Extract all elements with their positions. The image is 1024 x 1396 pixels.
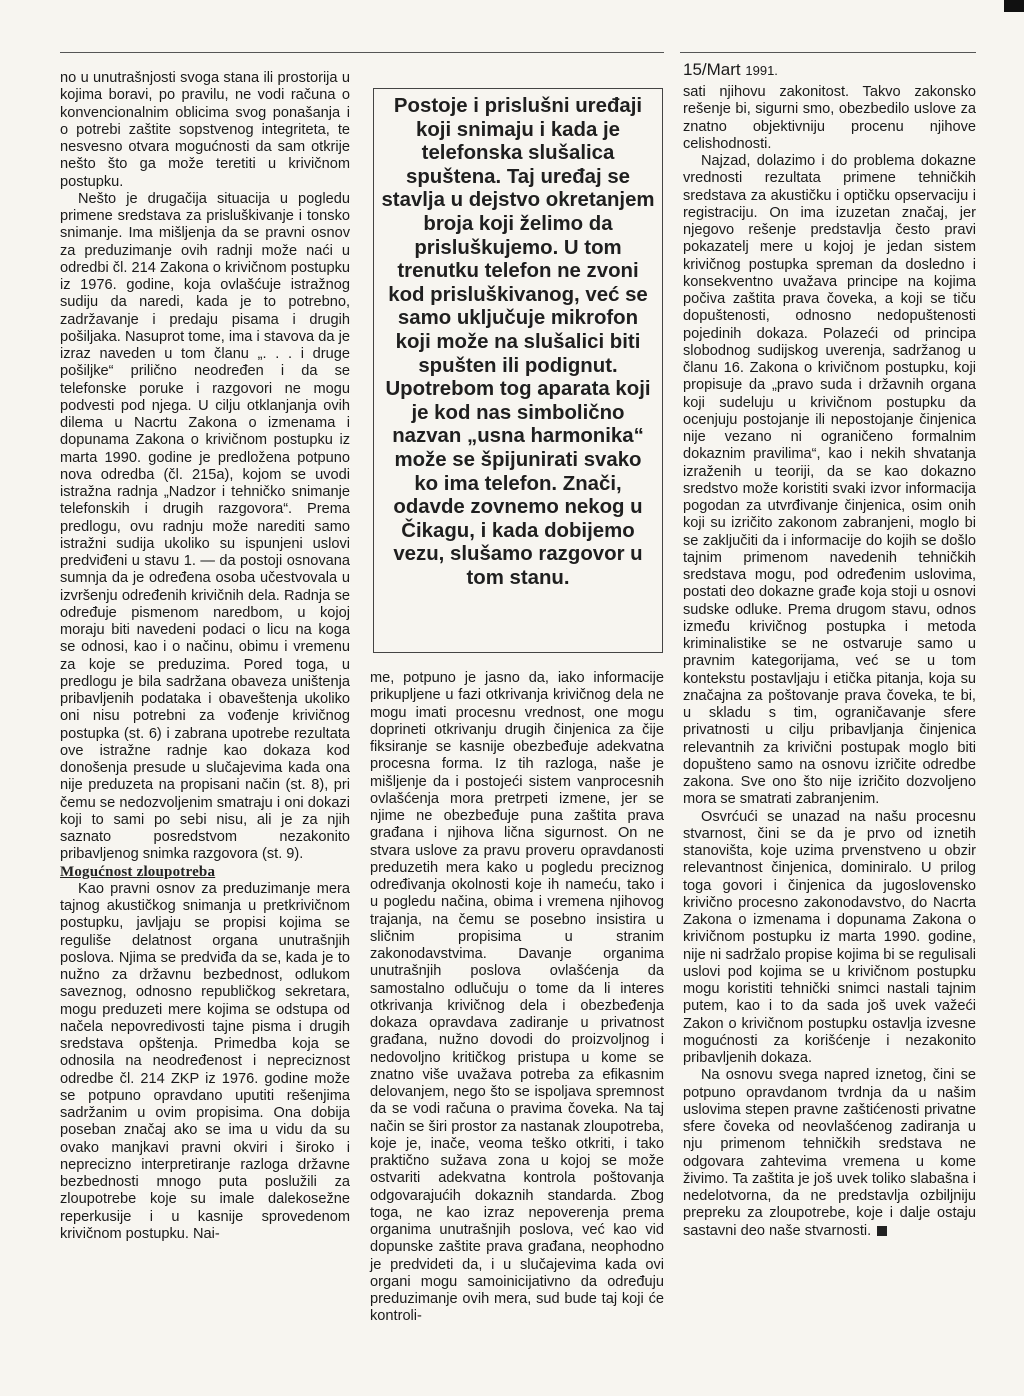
paragraph-final <box>683 1067 976 1240</box>
article-column-3 <box>683 84 976 1240</box>
paragraph: no u unutrašnjosti svoga stana ili prostorija u kojima boravi, po pravilu, ne vodi računa o konvencionalnim oblicima svog ponašanja i o potrebi zaštite sopstvenog integriteta, te nesvesno otvara mogućnosti da sam otkrije nešto što ga može teretiti u krivičnom postupku. <box>60 70 350 190</box>
paragraph: Kao pravni osnov za preduzimanje mera tajnog akustičkog snimanja u pretkrivičnom postupku, javljaju se propisi kojima se reguliše delatnost organa unutrašnjih poslova. Njima se predviđa da se, kada je to nužno za državnu bezbednost, odlukom saveznog, odnosno republičkog sekretara, mogu preduzeti mere kojima se odstupa od načela nepovredivosti tajne pisma i drugih sredstava opštenja. Primedba koja se odnosila na neodređenost i nepreciznost odredbe čl. 214 ZKP iz 1976. godine može se potpuno opravdano uputiti rešenjima sadržanim u ovim propisima. Ona dobija poseban značaj ako se ima u vidu da su ovako manjkavi pravni okviri i široko i neprecizno interpretiranje razloga državne bezbednosti mnogo puta poslužili za zloupotrebe koje su imale dalekosežne reperkusije i u kasnije sprovedenom krivičnom postupku. Nai- <box>60 880 350 1242</box>
paragraph: Osvrćući se unazad na našu procesnu stvarnost, čini se da je prvo od iznetih stanovišta, koje uzima prvenstveno u obzir relevantnost činjenica, dominiralo. U prilog toga govori i činjenica da jugoslovensko krivično procesno zakonodavstvo, do Nacrta Zakona o izmenama i dopunama Zakona o krivičnom postupku iz marta 1990. godine, nije ni sadržalo propise kojima bi se regulisali uslovi pod kojima se u krivičnom postupku mogu koristiti tehnički snimci nastali tajnim putem, kao i to da sada još uvek važeći Zakon o krivičnom postupku ostavlja izvesne mogućnosti za korišćenje i nezakonito pribavljenih dokaza. <box>683 808 976 1066</box>
paragraph-text: Na osnovu svega napred iznetog, čini se potpuno opravdanom tvrdnja da u našim uslovima stepen pravne zaštićenosti privatne sfere čoveka od neovlašćenog zadiranja u nju primenom tehničkih sredstava ne odgovara zahtevima vremena u kome živimo. Ta zaštita je još uvek toliko slabašna i nedelotvorna, da ne predstavlja ozbiljniju prepreku za zloupotrebe, koje i dalje ostaju sastavni deo naše stvarnosti. <box>683 1067 976 1239</box>
pull-quote-text: Postoje i prislušni uređaji koji snimaju i kada je telefonska slušalica spuštena. Taj uređaj se stavlja u dejstvo okretanjem broja koji želimo da prisluškujemo. U tom trenutku telefon ne zvoni kod prisluškivanog, već se samo uključuje mikrofon koji može na slušalici biti spušten ili podignut. Upotrebom tog aparata koji je kod nas simbolično nazvan „usna harmonika“ može se špijunirati svako ko ima telefon. Znači, odavde zovnemo nekog u Čikagu, i kada dobijemo vezu, slušamo razgovor u tom stanu. <box>381 95 655 589</box>
header-rule-left <box>60 52 664 53</box>
article-column-2 <box>370 670 664 1326</box>
paragraph: Nešto je drugačija situacija u pogledu primene sredstava za prisluškivanje i tonsko snimanje. Ima mišljenja da se pravni osnov za preduzimanje ovih radnji može naći u odredbi čl. 214 Zakona o krivičnom postupku iz 1976. godine, koja ovlašćuje istražnog sudiju da naredi, kada je to potrebno, zadržavanje i predaju pisama i drugih pošiljaka. Nasuprot tome, ima i stavova da je izraz naveden u tom članu „. . . i druge pošiljke“ prilično neodređen i da se telefonske poruke i razgovori ne mogu podvesti pod njega. U cilju otklanjanja ovih dilema u Nacrtu Zakona o izmenama i dopunama Zakona o krivičnom postupku iz marta 1990. godine je predložena potpuno nova odredba (čl. 215a), kojom se uvodi istražna radnja „Nadzor i tehničko snimanje telefonskih i drugih razgovora“. Prema predlogu, ovu radnju može narediti samo istražni sudija ukoliko su ispunjeni uslovi predviđeni u stavu 1. — da postoji osnovana sumnja da je određena osoba učestvovala u izvršenju određenih krivičnih dela. Radnja se određuje pismenom naredbom, u kojoj moraju biti navedeni podaci o licu na koga se odnosi, kao i o načinu, obimu i vremenu za koje se preduzima. Pored toga, u predlogu je bila sadržana obaveza uništenja pribavljenih podataka i obaveštenja ukoliko oni nisu potrebni za vođenje krivičnog postupka (st. 6) i zabrana upotrebe rezultata ove istražne radnje kao dokaza kod donošenja presude u slučajevima kada ona nije preduzeta na propisani način (st. 8), pri čemu se nedozvoljenim smatraju i oni dokazi koji to sami po sebi nisu, ali je za njih saznato posredstvom nezakonito pribavljenog snimka razgovora (st. 9). <box>60 190 350 863</box>
section-subheading: Mogućnost zloupotreba <box>60 863 216 880</box>
pull-quote-box <box>373 88 663 653</box>
paragraph: Najzad, dolazimo i do problema dokazne vrednosti rezultata primene tehničkih sredstava za akustičku i optičku opservaciju i registraciju. On ima izuzetan značaj, jer njegovo rešenje predstavlja često pravi pokazatelj mere u kojoj je jedan sistem krivičnog postupka spreman da dosledno i konsekventno uvažava principe na kojima počiva zaštita prava čoveka, a koji se tiču dopuštenosti, odnosno nedopuštenosti pojedinih dokaza. Polazeći od principa slobodnog sudijskog uverenja, sadržanog u članu 16. Zakona o krivičnom postupku, koji propisuje da „pravo suda i državnih organa koji sudeluju u krivičnom postupku da ocenjuju postojanje ili nepostojanje činjenica nije vezano ni ograničeno formalnim dokaznim pravilima“, kao i nekih shvatanja izraženih u teoriji, da se kao dokazno sredstvo može koristiti svaki izvor informacija pogodan za utvrđivanje činjenica, osim onih koji su izričito zakonom zabranjeni, moglo bi se zaključiti da i informacije do kojih se došlo tajnim primenom navedenih tehničkih sredstava mogu, pod određenim uslovima, postati deo dokazne građe koja stoji u osnovi sudske odluke. Prema drugom stavu, odnos između krivičnog postupka i metoda kriminalistike se ne ostvaruje samo u pravnim kategorijama, već se u tom kontekstu postavljaju i etička pitanja, koja su značajna za poštovanje prava čoveka, te bi, u skladu s tim, ograničavanje sfere privatnosti u cilju pribavljanja činjenica relevantnih za krivični postupak moglo biti dopušteno samo na osnovu izričite odredbe zakona. Sve ono što nije izričito dozvoljeno mora se smatrati zabranjenim. <box>683 153 976 808</box>
end-of-article-mark <box>877 1226 887 1236</box>
paragraph: me, potpuno je jasno da, iako informacije prikupljene u fazi otkrivanja krivičnog dela ne mogu imati procesnu vrednost, one mogu doprineti otkrivanju drugih činjenica za čije fiksiranje se kasnije obezbeđuje adekvatna procesna forma. Iz tih razloga, naše je mišljenje da i postojeći sistem vanprocesnih ovlašćenja mora pretrpeti izmene, jer se njime ne obezbeđuje puna zaštita prava građana i njihova lična sigurnost. On ne stvara uslove za pravu proveru opravdanosti preduzetih mera kako u pogledu preciznog određivanja okolnosti koje ih nameću, tako i u pogledu načina, obima i vremena njihovog trajanja, na čemu se posebno insistira u sličnim propisima u stranim zakonodavstvima. Davanje organima unutrašnjih poslova ovlašćenja da samostalno odlučuju o tome da li interes otkrivanja krivičnog dela i obezbeđenja dokaza opravdava zadiranje u privatnost građana, nužno dovodi do proizvoljnog i nedovoljno kritičkog pristupa u kome se znatno više uvažava potreba za efikasnim delovanjem, nego što se ispoljava spremnost da se vodi računa o pravima čoveka. Na taj način se širi prostor za nastanak zloupotreba, koje je, inače, veoma teško otkriti, i tako praktično sužava zona u kojoj se može ostvariti adekvatna kontrola poštovanja odgovarajućih dokaznih standarda. Zbog toga, ne kao izraz nepoverenja prema organima unutrašnjih poslova, već kao vid dopunske zaštite prava građana, neophodno je predvideti da, i u slučajevima kada ovi organi mogu samoinicijativno da određuju preduzimanje ovih mera, sud bude taj koji će kontroli- <box>370 670 664 1325</box>
article-column-1 <box>60 70 350 1243</box>
issue-date-year: 1991. <box>745 63 778 78</box>
page-edge-mark <box>1004 0 1024 12</box>
header-rule-right <box>680 52 976 53</box>
issue-date-day-month: 15/Mart <box>683 60 741 79</box>
issue-date <box>683 60 778 80</box>
paragraph: sati njihovu zakonitost. Takvo zakonsko rešenje bi, sigurni smo, obezbedilo uslove za znatno objektivniju procenu njihove celishodnosti. <box>683 84 976 152</box>
